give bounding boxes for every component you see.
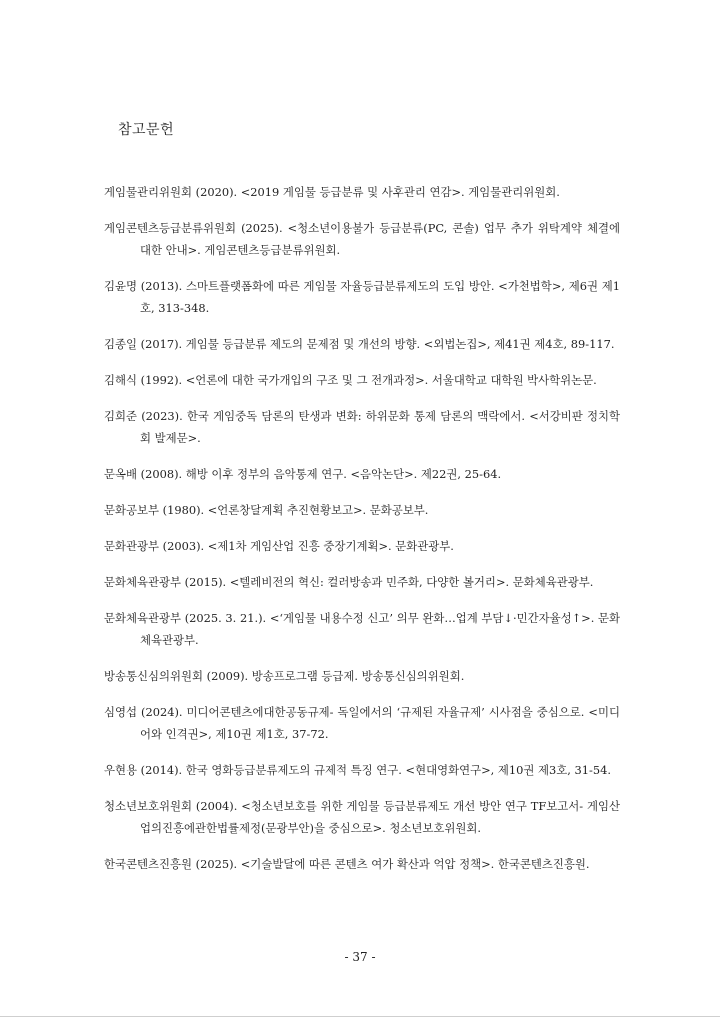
section-heading: 참고문헌: [118, 122, 175, 138]
reference-entry: 김윤명 (2013). 스마트플랫폼화에 따른 게임물 자율등급분류제도의 도입 방안. <가천법학>, 제6권 제1호, 313-348.: [104, 279, 620, 315]
reference-entry: 문화체육관광부 (2015). <텔레비전의 혁신: 컬러방송과 민주화, 다양한 볼거리>. 문화체육관광부.: [104, 575, 594, 589]
reference-entry: 문화관광부 (2003). <제1차 게임산업 진흥 중장기계획>. 문화관광부.: [104, 539, 454, 553]
reference-entry: 청소년보호위원회 (2004). <청소년보호를 위한 게임물 등급분류제도 개선 방안 연구 TF보고서- 게임산업의진흥에관한법률제정(문광부안)을 중심으로>. 청소년보호위원회.: [104, 799, 620, 835]
reference-entry: 문화공보부 (1980). <언론창달계획 추진현황보고>. 문화공보부.: [104, 503, 429, 517]
page-number: - 37 -: [344, 950, 376, 964]
reference-entry: 문화체육관광부 (2025. 3. 21.). <‘게임물 내용수정 신고’ 의무 완화…업계 부담↓·민간자율성↑>. 문화체육관광부.: [104, 611, 620, 647]
reference-entry: 우현용 (2014). 한국 영화등급분류제도의 규제적 특징 연구. <현대영화연구>, 제10권 제3호, 31-54.: [104, 763, 611, 777]
reference-entry: 김종일 (2017). 게임물 등급분류 제도의 문제점 및 개선의 방향. <외법논집>, 제41권 제4호, 89-117.: [104, 337, 615, 351]
reference-entry: 게임콘텐츠등급분류위원회 (2025). <청소년이용불가 등급분류(PC, 콘솔) 업무 추가 위탁계약 체결에 대한 안내>. 게임콘텐츠등급분류위원회.: [104, 221, 620, 257]
reference-entry: 게임물관리위원회 (2020). <2019 게임물 등급분류 및 사후관리 연감>. 게임물관리위원회.: [104, 185, 560, 199]
reference-entry: 심영섭 (2024). 미디어콘텐츠에대한공동규제- 독일에서의 ‘규제된 자율규제’ 시사점을 중심으로. <미디어와 인격권>, 제10권 제1호, 37-72.: [104, 705, 620, 741]
reference-entry: 문옥배 (2008). 해방 이후 정부의 음악통제 연구. <음악논단>. 제22권, 25-64.: [104, 467, 502, 481]
reference-entry: 김해식 (1992). <언론에 대한 국가개입의 구조 및 그 전개과정>. 서울대학교 대학원 박사학위논문.: [104, 373, 597, 387]
reference-entry: 김희준 (2023). 한국 게임중독 담론의 탄생과 변화: 하위문화 통제 담론의 맥락에서. <서강비판 정치학회 발제문>.: [104, 409, 620, 445]
reference-entry: 방송통신심의위원회 (2009). 방송프로그램 등급제. 방송통신심의위원회.: [104, 669, 465, 683]
page-bottom-divider: [0, 1016, 720, 1017]
reference-list: [104, 181, 620, 889]
reference-entry: 한국콘텐츠진흥원 (2025). <기술발달에 따른 콘텐츠 여가 확산과 억압 정책>. 한국콘텐츠진흥원.: [104, 857, 590, 871]
